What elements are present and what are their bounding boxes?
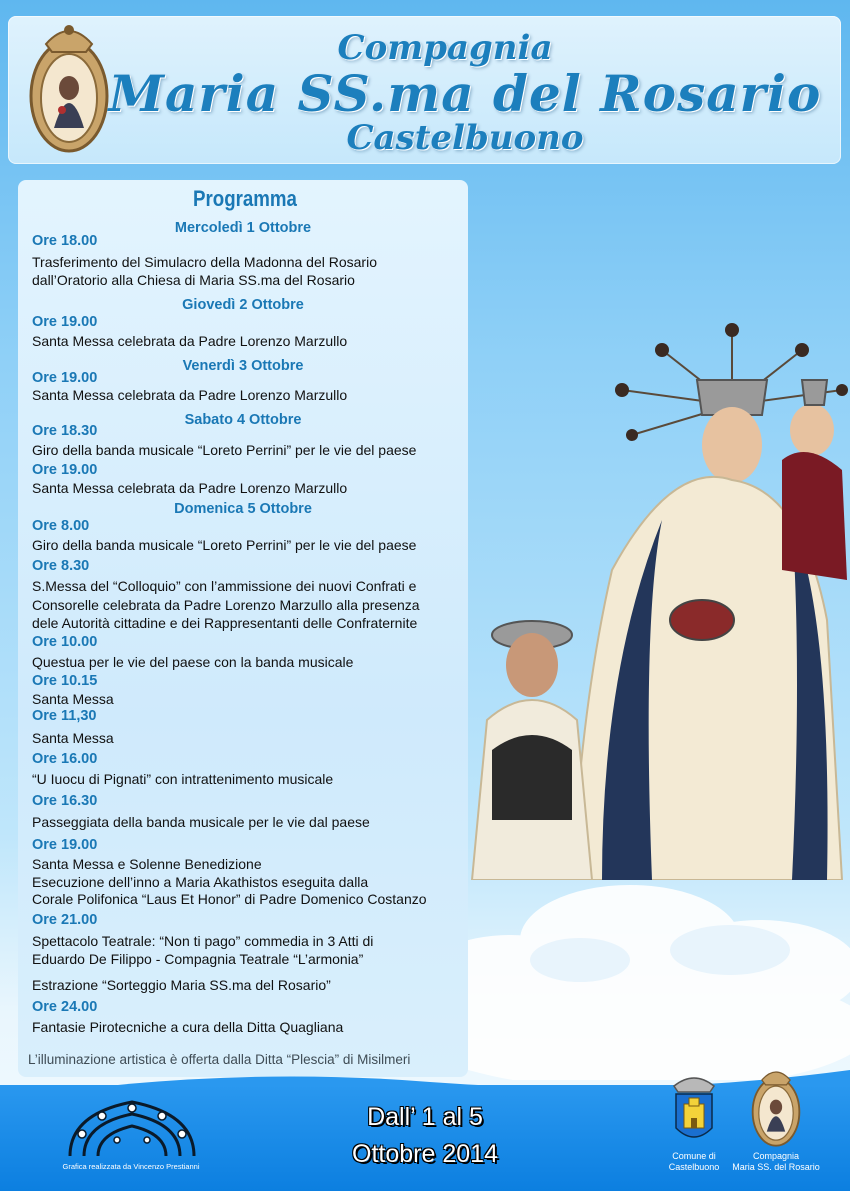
compagnia-caption-line1: Compagnia xyxy=(752,1151,800,1161)
event-description: Santa Messa e Solenne Benedizione xyxy=(32,856,262,872)
event-description: Spettacolo Teatrale: “Non ti pago” commedia in 3 Atti di xyxy=(32,933,374,949)
madonna-statue-image xyxy=(462,320,850,880)
event-description: Consorelle celebrata da Padre Lorenzo Marzullo alla presenza xyxy=(32,597,420,613)
event-description: Fantasie Pirotecniche a cura della Ditta Quagliana xyxy=(32,1019,344,1035)
event-description: Trasferimento del Simulacro della Madonna del Rosario xyxy=(32,254,377,270)
event-time: Ore 24.00 xyxy=(32,999,98,1015)
day-heading: Venerdì 3 Ottobre xyxy=(182,358,304,374)
event-description: Santa Messa xyxy=(32,730,114,746)
event-description: Santa Messa celebrata da Padre Lorenzo Marzullo xyxy=(32,333,348,349)
event-time: Ore 19.00 xyxy=(32,370,98,386)
event-time: Ore 8.00 xyxy=(32,518,90,534)
event-time: Ore 18.30 xyxy=(32,423,98,439)
event-time: Ore 10.15 xyxy=(32,673,98,689)
event-time: Ore 19.00 xyxy=(32,462,98,478)
event-time: Ore 16.30 xyxy=(32,793,98,809)
graphic-credit: Grafica realizzata da Vincenzo Prestianni xyxy=(62,1162,200,1171)
header-title-maria: Maria SS.ma del Rosario xyxy=(108,64,822,123)
event-description: Santa Messa celebrata da Padre Lorenzo Marzullo xyxy=(32,387,348,403)
event-description: S.Messa del “Colloquio” con l’ammissione dei nuovi Confrati e xyxy=(32,578,417,594)
header-title-castelbuono: Castelbuono xyxy=(346,118,584,158)
date-range-line1: Dall’ 1 al 5 xyxy=(367,1103,483,1131)
event-time: Ore 16.00 xyxy=(32,751,98,767)
event-description: Questua per le vie del paese con la banda musicale xyxy=(32,654,354,670)
event-description: Eduardo De Filippo - Compagnia Teatrale “L’armonia” xyxy=(32,951,364,967)
event-description: dall’Oratorio alla Chiesa di Maria SS.ma del Rosario xyxy=(32,272,355,288)
event-time: Ore 19.00 xyxy=(32,314,98,330)
program-title: Programma xyxy=(193,186,297,211)
day-heading: Sabato 4 Ottobre xyxy=(184,412,302,428)
event-description: Giro della banda musicale “Loreto Perrini” per le vie del paese xyxy=(32,537,417,553)
date-range-line2: Ottobre 2014 xyxy=(352,1140,498,1168)
event-time: Ore 21.00 xyxy=(32,912,98,928)
clouds-image xyxy=(430,820,850,1080)
event-description: Santa Messa celebrata da Padre Lorenzo Marzullo xyxy=(32,480,348,496)
ornament-logo xyxy=(62,1094,202,1160)
event-description: Giro della banda musicale “Loreto Perrini” per le vie del paese xyxy=(32,442,417,458)
event-description: Santa Messa xyxy=(32,691,114,707)
comune-caption-line1: Comune di xyxy=(672,1151,716,1161)
day-heading: Domenica 5 Ottobre xyxy=(174,501,312,517)
header-title-compagnia: Compagnia xyxy=(337,28,553,68)
event-description: “U Iuocu di Pignati” con intrattenimento musicale xyxy=(32,771,334,787)
event-description: Corale Polifonica “Laus Et Honor” di Padre Domenico Costanzo xyxy=(32,891,427,907)
event-time: Ore 10.00 xyxy=(32,634,98,650)
event-description: Passeggiata della banda musicale per le vie dal paese xyxy=(32,814,370,830)
event-description: Estrazione “Sorteggio Maria SS.ma del Rosario” xyxy=(32,977,331,993)
event-time: Ore 18.00 xyxy=(32,233,98,249)
day-heading: Giovedì 2 Ottobre xyxy=(182,297,304,313)
day-heading: Mercoledì 1 Ottobre xyxy=(174,220,312,236)
compagnia-caption-line2: Maria SS. del Rosario xyxy=(732,1162,820,1172)
compagnia-footer-crest xyxy=(748,1064,804,1150)
event-time: Ore 19.00 xyxy=(32,837,98,853)
lighting-credit: L’illuminazione artistica è offerta dalla Ditta “Plescia” di Misilmeri xyxy=(28,1052,411,1067)
event-description: Esecuzione dell’inno a Maria Akathistos eseguita dalla xyxy=(32,874,369,890)
castelbuono-coat-of-arms xyxy=(670,1068,718,1148)
event-description: dele Autorità cittadine e dei Rappresentanti delle Confraternite xyxy=(32,615,418,631)
comune-caption-line2: Castelbuono xyxy=(668,1162,720,1172)
event-time: Ore 11,30 xyxy=(32,708,97,724)
event-time: Ore 8.30 xyxy=(32,558,90,574)
